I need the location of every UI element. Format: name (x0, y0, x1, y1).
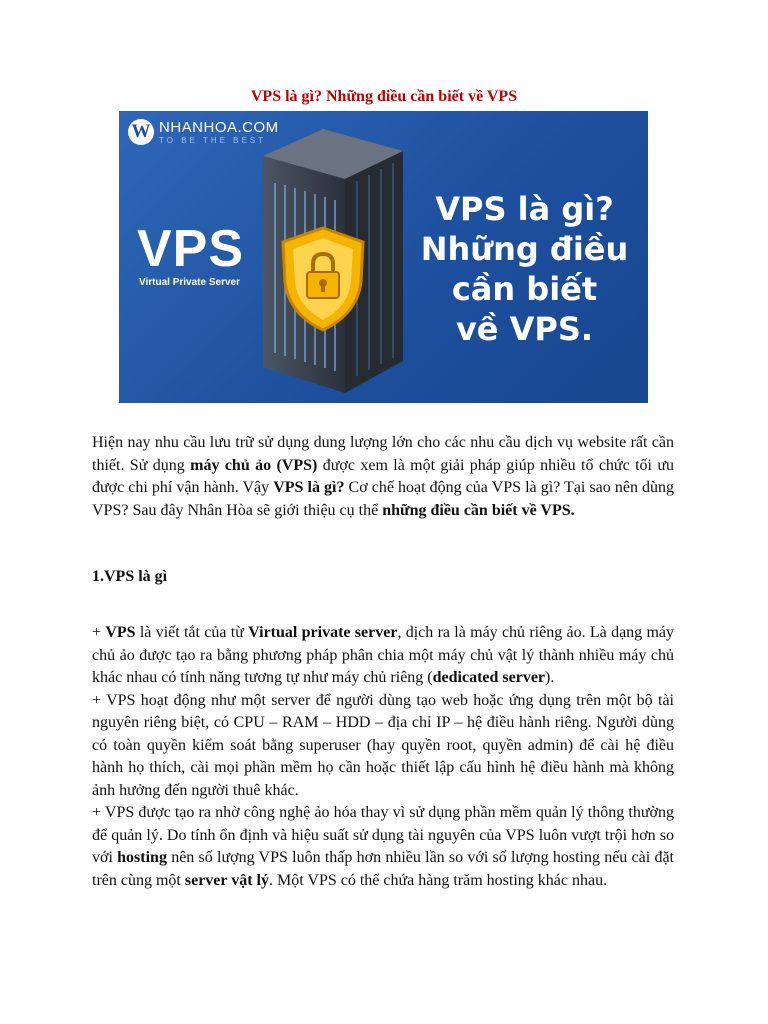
headline-line: cần biết (451, 270, 598, 308)
paragraph-operation: + VPS hoạt động như một server để người dùng tạo web hoặc ứng dụng trên một bộ tài nguyên riêng biệt, có CPU – RAM – HDD – địa chỉ IP – hệ điều hành riêng. Người dùng có toàn quyền kiểm soát bằng superuser (hay quyền root, quyền admin) để cài hệ điều hành họ thích, cài mọi phần mềm họ cần hoặc thiết lập cấu hình hệ điều hành mà không ảnh hưởng đến người thuê khác. (92, 691, 674, 799)
shield-lock-icon (277, 224, 369, 334)
bold-text: dedicated server (432, 669, 546, 686)
intro-bold: những điều cần biết về VPS. (382, 501, 575, 519)
text: ). (545, 669, 555, 686)
intro-text: được xem là một giải pháp giúp nhiều tổ chức tối ưu được chi phí vận hành. Vậy (92, 456, 675, 496)
section-body (92, 622, 674, 892)
paragraph-definition (92, 622, 674, 690)
logo-mark: W (128, 119, 154, 145)
bold-text: Virtual private server (248, 624, 398, 641)
headline-line: Những điều (420, 230, 629, 268)
intro-text: Hiện nay nhu cầu lưu trữ sử dụng dung lượng lớn cho các nhu cầu dịch vụ website rất cần thiết. Sử dụng (92, 434, 674, 474)
text: là viết tắt của từ (135, 624, 249, 641)
logo-tagline: TO BE THE BEST (159, 135, 267, 145)
document-title: VPS là gì? Những điều cần biết về VPS (250, 88, 518, 105)
headline-line: VPS là gì? (435, 190, 614, 228)
intro-bold: VPS là gì? (273, 479, 345, 496)
section-heading: 1.VPS là gì (92, 568, 168, 585)
bold-text: server vật lý (184, 871, 269, 889)
headline-line: về VPS. (455, 310, 594, 348)
text: . Một VPS có thể chứa hàng trăm hosting khác nhau. (269, 871, 608, 889)
paragraph-virtualization (92, 802, 674, 892)
intro-paragraph (92, 432, 674, 522)
bold-text: hosting (117, 849, 167, 866)
logo-name: NHANHOA.COM (159, 118, 279, 136)
intro-bold: máy chủ ảo (VPS) (190, 456, 318, 474)
text: nên số lượng VPS luôn thấp hơn nhiều lần so với số lượng hosting nếu cài đặt trên cùng một (92, 849, 674, 889)
text: , dịch ra là máy chủ riêng ảo. Là dạng máy chủ ảo được tạo ra bằng phương pháp phân chia một máy chủ vật lý thành nhiều máy chủ khác nhau có tính năng tương tự như máy chủ riêng ( (92, 624, 675, 686)
banner-headline (417, 189, 632, 349)
text: + (92, 624, 106, 641)
article-banner-image (119, 111, 648, 403)
banner-vps-subtitle: Virtual Private Server (139, 277, 240, 288)
bold-text: VPS (105, 624, 136, 641)
intro-text: Cơ chế hoạt động của VPS là gì? Tại sao nên dùng VPS? Sau đây Nhân Hòa sẽ giới thiệu cụ thể (92, 479, 675, 519)
banner-vps-label: VPS (137, 220, 245, 278)
text: + VPS được tạo ra nhờ công nghệ ảo hóa thay vì sử dụng phần mềm quản lý thông thường để quản lý. Do tính ổn định và hiệu suất sử dụng tài nguyên của VPS luôn vượt trội hơn so với (92, 804, 674, 866)
